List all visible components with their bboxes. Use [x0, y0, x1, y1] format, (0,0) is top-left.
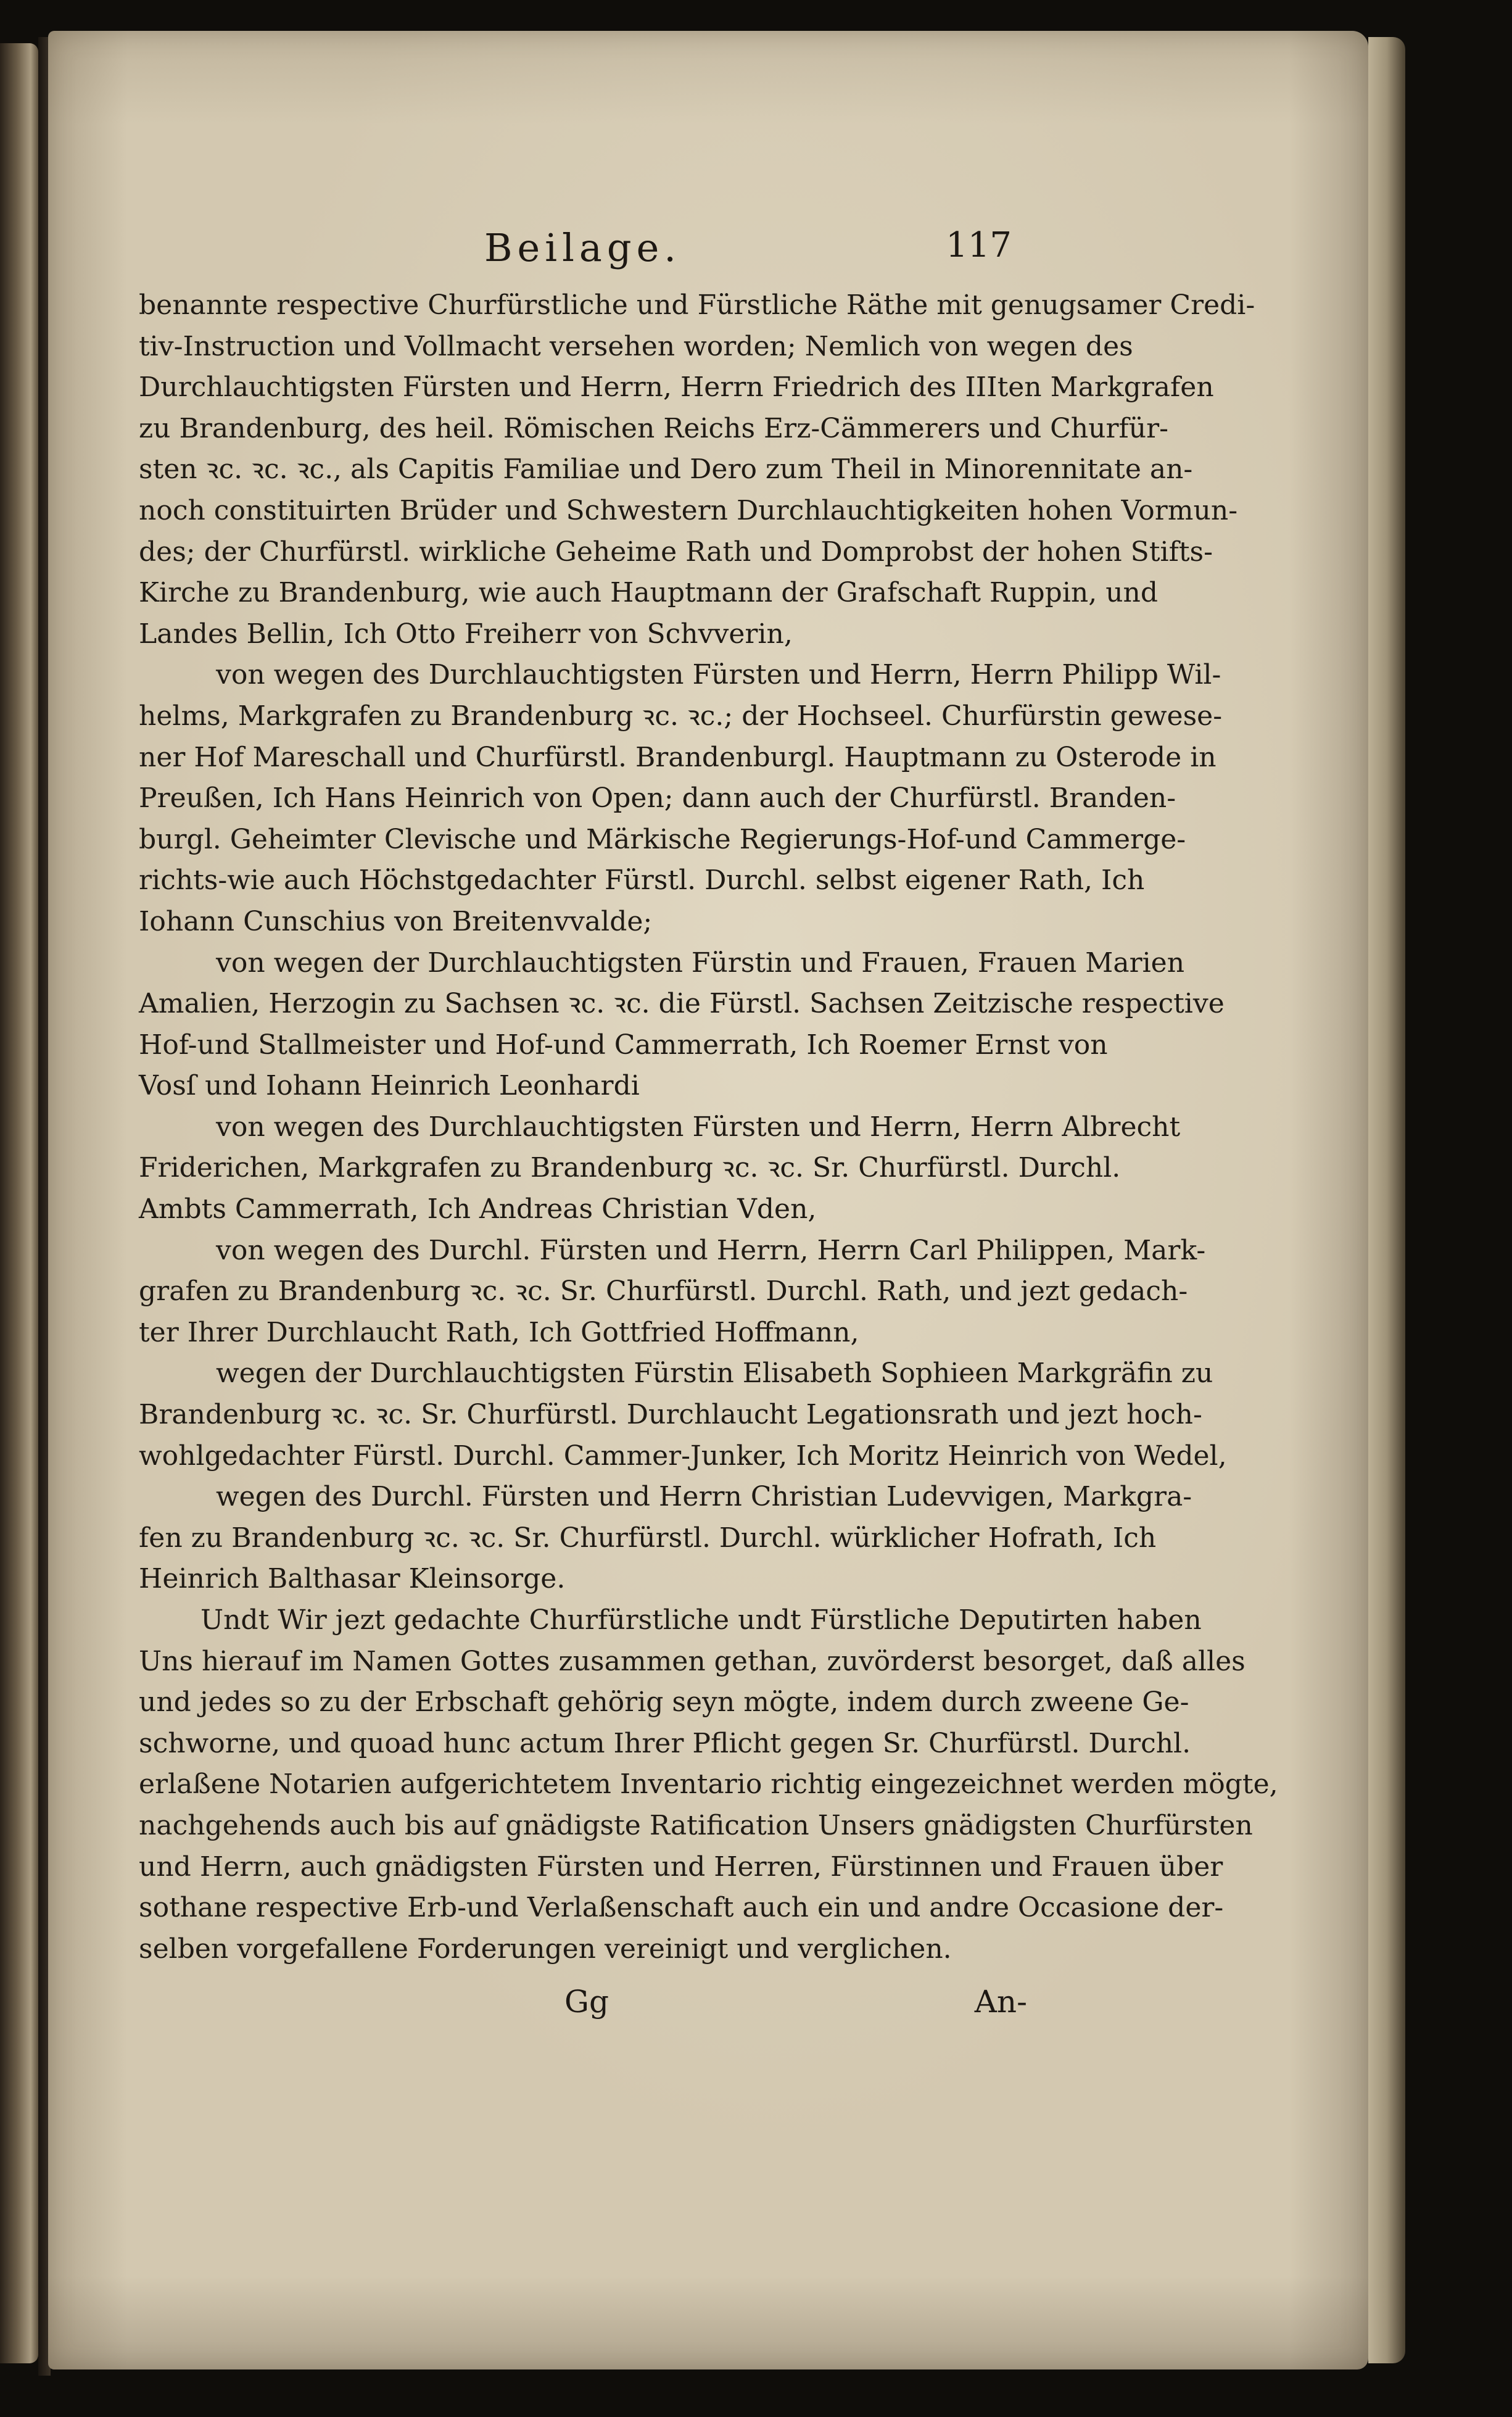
- text-line: ter Ihrer Durchlaucht Rath, Ich Gottfried Hoffmann,: [139, 1316, 859, 1348]
- text-line: von wegen der Durchlauchtigsten Fürstin und Frauen, Frauen Marien: [216, 947, 1185, 979]
- page-number: 117: [946, 225, 1012, 265]
- text-line: noch constituirten Brüder und Schwestern Durchlauchtigkeiten hohen Vormun-: [139, 494, 1238, 526]
- running-title: Beilage.: [484, 225, 681, 270]
- text-line: Brandenburg ꝛc. ꝛc. Sr. Churfürstl. Durchlaucht Legationsrath und jezt hoch-: [139, 1399, 1202, 1431]
- text-line: ner Hof Mareschall und Churfürstl. Brandenburgl. Hauptmann zu Osterode in: [139, 741, 1217, 773]
- text-line: von wegen des Durchlauchtigsten Fürsten und Herrn, Herrn Philipp Wil-: [216, 659, 1221, 691]
- text-line: schworne, und quoad hunc actum Ihrer Pflicht gegen Sr. Churfürstl. Durchl.: [139, 1727, 1191, 1759]
- text-line: wohlgedachter Fürstl. Durchl. Cammer-Junker, Ich Moritz Heinrich von Wedel,: [139, 1440, 1227, 1472]
- page-header: [142, 225, 1012, 275]
- text-line: richts-wie auch Höchstgedachter Fürstl. Durchl. selbst eigener Rath, Ich: [139, 864, 1145, 897]
- text-line: burgl. Geheimter Clevische und Märkische Regierungs-Hof-und Cammerge-: [139, 823, 1186, 855]
- page-footer: [139, 1984, 1027, 2033]
- text-line: wegen der Durchlauchtigsten Fürstin Elisabeth Sophieen Markgräfin zu: [216, 1358, 1213, 1390]
- text-line: erlaßene Notarien aufgerichtetem Inventario richtig eingezeichnet werden mögte,: [139, 1768, 1278, 1801]
- body-text: [139, 285, 1278, 1970]
- text-line: Heinrich Balthasar Kleinsorge.: [139, 1563, 566, 1595]
- text-line: Landes Bellin, Ich Otto Freiherr von Schvverin,: [139, 618, 793, 650]
- text-line: tiv-Instruction und Vollmacht versehen worden; Nemlich von wegen des: [139, 330, 1133, 362]
- text-line: und jedes so zu der Erbschaft gehörig seyn mögte, indem durch zweene Ge-: [139, 1686, 1189, 1718]
- text-line: selben vorgefallene Forderungen vereinigt und verglichen.: [139, 1933, 952, 1965]
- text-line: grafen zu Brandenburg ꝛc. ꝛc. Sr. Churfürstl. Durchl. Rath, und jezt gedach-: [139, 1275, 1188, 1308]
- page-fore-edge: [1368, 37, 1405, 2363]
- text-line: zu Brandenburg, des heil. Römischen Reichs Erz-Cämmerers und Churfür-: [139, 412, 1169, 444]
- text-line: Kirche zu Brandenburg, wie auch Hauptmann der Grafschaft Ruppin, und: [139, 577, 1159, 609]
- text-line: Uns hierauf im Namen Gottes zusammen gethan, zuvörderst besorget, daß alles: [139, 1645, 1246, 1677]
- text-line: Hof-und Stallmeister und Hof-und Cammerrath, Ich Roemer Ernst von: [139, 1029, 1108, 1061]
- text-line: Durchlauchtigsten Fürsten und Herrn, Herrn Friedrich des IIIten Markgrafen: [139, 371, 1214, 404]
- signature-mark: Gg: [564, 1984, 609, 2020]
- text-line: und Herrn, auch gnädigsten Fürsten und Herren, Fürstinnen und Frauen über: [139, 1851, 1223, 1883]
- text-line: Ambts Cammerrath, Ich Andreas Christian Vden,: [139, 1193, 817, 1225]
- text-line: helms, Markgrafen zu Brandenburg ꝛc. ꝛc.; der Hochseel. Churfürstin gewese-: [139, 700, 1223, 732]
- text-line: Preußen, Ich Hans Heinrich von Open; dann auch der Churfürstl. Branden-: [139, 782, 1176, 815]
- text-line: nachgehends auch bis auf gnädigste Ratification Unsers gnädigsten Churfürsten: [139, 1809, 1253, 1841]
- catchword: An-: [974, 1984, 1027, 2020]
- text-line: Vosſ und Iohann Heinrich Leonhardi: [139, 1070, 640, 1102]
- text-line: des; der Churfürstl. wirkliche Geheime Rath und Domprobst der hohen Stifts-: [139, 536, 1213, 568]
- text-line: sten ꝛc. ꝛc. ꝛc., als Capitis Familiae und Dero zum Theil in Minorennitate an-: [139, 454, 1193, 486]
- text-line: sothane respective Erb-und Verlaßenschaft auch ein und andre Occasione der-: [139, 1892, 1224, 1924]
- text-line: von wegen des Durchlauchtigsten Fürsten und Herrn, Herrn Albrecht: [216, 1111, 1181, 1143]
- text-line: Amalien, Herzogin zu Sachsen ꝛc. ꝛc. die Fürstl. Sachsen Zeitzische respective: [139, 988, 1225, 1020]
- text-line: fen zu Brandenburg ꝛc. ꝛc. Sr. Churfürstl. Durchl. würklicher Hofrath, Ich: [139, 1522, 1157, 1554]
- text-line: Iohann Cunschius von Breitenvvalde;: [139, 905, 653, 937]
- previous-page-edge: [0, 43, 38, 2363]
- text-line: wegen des Durchl. Fürsten und Herrn Christian Ludevvigen, Markgra-: [216, 1481, 1192, 1513]
- text-line: von wegen des Durchl. Fürsten und Herrn, Herrn Carl Philippen, Mark-: [216, 1234, 1206, 1266]
- text-line: benannte respective Churfürstliche und Fürstliche Räthe mit genugsamer Credi-: [139, 289, 1255, 321]
- text-line: Friderichen, Markgrafen zu Brandenburg ꝛc. ꝛc. Sr. Churfürstl. Durchl.: [139, 1152, 1121, 1184]
- text-line: Undt Wir jezt gedachte Churfürstliche undt Fürstliche Deputirten haben: [200, 1604, 1202, 1636]
